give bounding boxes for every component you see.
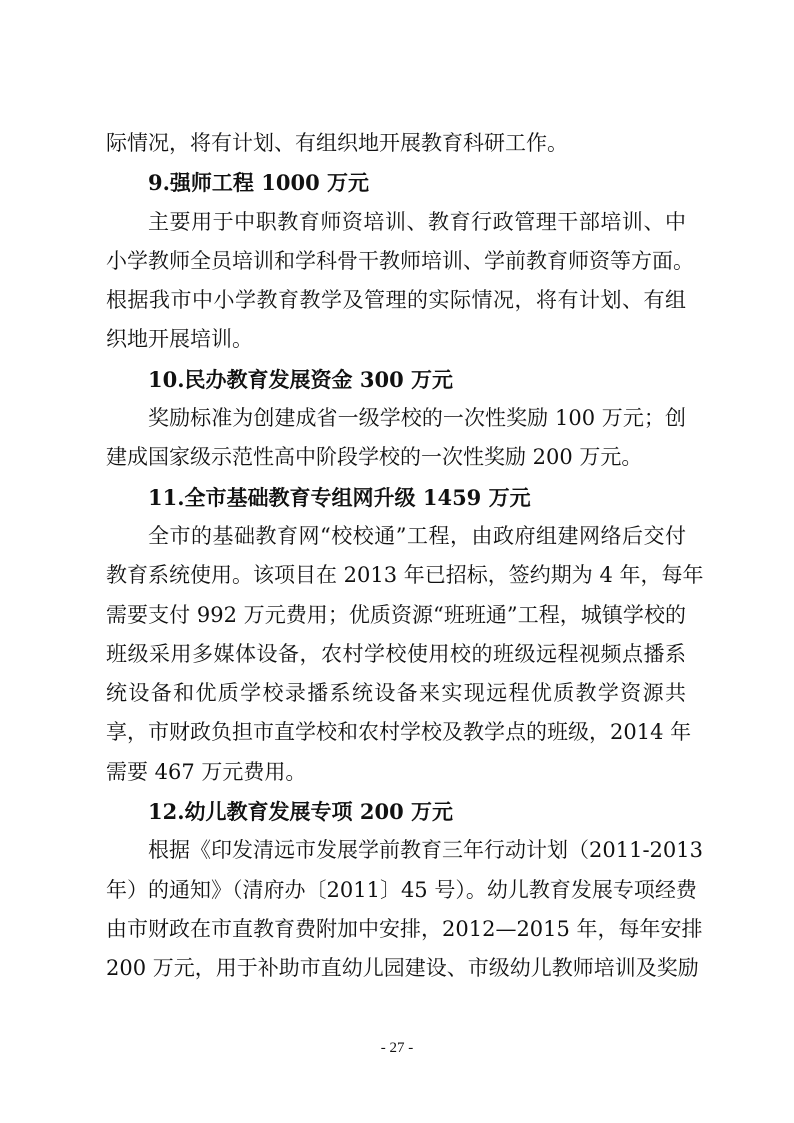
paragraph-line: 根据《印发清远市发展学前教育三年行动计划（2011-2013 — [148, 838, 703, 863]
page-number: - 27 - — [380, 1040, 414, 1056]
paragraph-line: 全市的基础教育网“校校通”工程，由政府组建网络后交付 — [148, 523, 686, 548]
section-heading: 10.民办教育发展资金 300 万元 — [148, 366, 453, 392]
paragraph-line: 小学教师全员培训和学科骨干教师培训、学前教育师资等方面。 — [106, 248, 694, 273]
paragraph-line: 需要 467 万元费用。 — [106, 759, 307, 784]
paragraph-line: 建成国家级示范性高中阶段学校的一次性奖励 200 万元。 — [106, 445, 643, 470]
paragraph-line: 主要用于中职教育师资培训、教育行政管理干部培训、中 — [148, 209, 686, 234]
paragraph-line: 200 万元，用于补助市直幼儿园建设、市级幼儿教师培训及奖励 — [106, 956, 699, 981]
paragraph-line: 际情况，将有计划、有组织地开展教育科研工作。 — [106, 131, 568, 155]
section-heading: 11.全市基础教育专组网升级 1459 万元 — [148, 484, 531, 510]
paragraph-line: 奖励标准为创建成省一级学校的一次性奖励 100 万元；创 — [148, 406, 686, 431]
section-heading: 9.强师工程 1000 万元 — [148, 170, 369, 196]
paragraph-line: 统设备和优质学校录播系统设备来实现远程优质教学资源共 — [106, 681, 686, 706]
paragraph-line: 需要支付 992 万元费用；优质资源“班班通”工程，城镇学校的 — [106, 602, 686, 627]
paragraph-line: 享，市财政负担市直学校和农村学校及教学点的班级，2014 年 — [106, 720, 692, 745]
paragraph-line: 织地开展培训。 — [106, 327, 253, 352]
paragraph-line: 教育系统使用。该项目在 2013 年已招标，签约期为 4 年，每年 — [106, 563, 704, 588]
paragraph-line: 年）的通知》（清府办〔2011〕45 号）。幼儿教育发展专项经费 — [106, 877, 697, 902]
body-text — [106, 124, 704, 989]
paragraph-line: 班级采用多媒体设备，农村学校使用校的班级远程视频点播系 — [106, 641, 686, 666]
section-heading: 12.幼儿教育发展专项 200 万元 — [148, 799, 453, 825]
paragraph-line: 由市财政在市直教育费附加中安排，2012—2015 年，每年安排 — [106, 916, 703, 941]
paragraph-line: 根据我市中小学教育教学及管理的实际情况，将有计划、有组 — [106, 288, 686, 313]
